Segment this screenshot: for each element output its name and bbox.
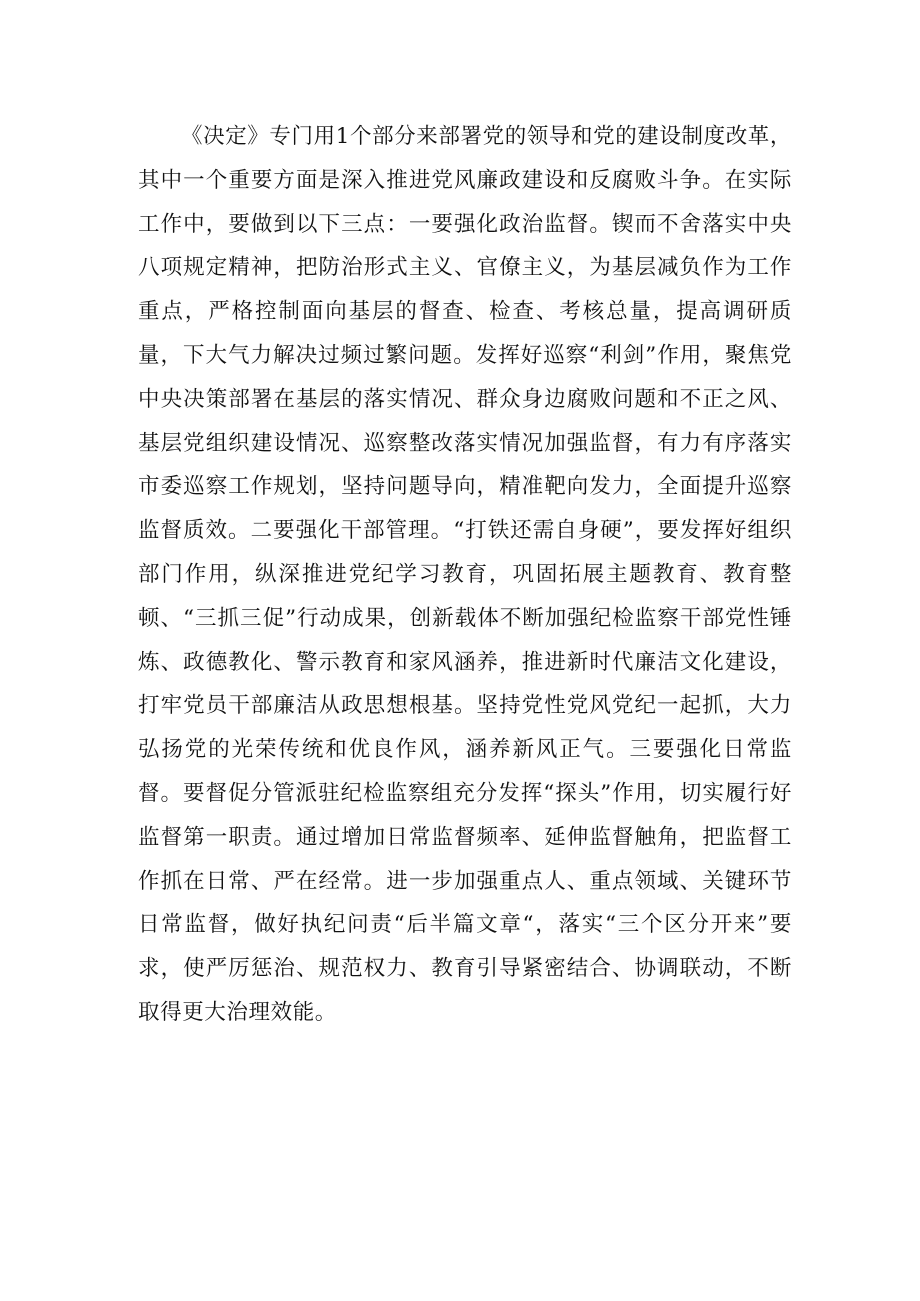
body-paragraph: 《决定》专门用1个部分来部署党的领导和党的建设制度改革，其中一个重要方面是深入推进党风廉政建设和反腐败斗争。在实际工作中，要做到以下三点：一要强化政治监督。锲而不舍落实中央八项规定精神，把防治形式主义、官僚主义，为基层减负作为工作重点，严格控制面向基层的督查、检查、考核总量，提高调研质量，下大气力解决过频过繁问题。发挥好巡察“利剑”作用，聚焦党中央决策部署在基层的落实情况、群众身边腐败问题和不正之风、基层党组织建设情况、巡察整改落实情况加强监督，有力有序落实市委巡察工作规划，坚持问题导向，精准靶向发力，全面提升巡察监督质效。二要强化干部管理。“打铁还需自身硬”，要发挥好组织部门作用，纵深推进党纪学习教育，巩固拓展主题教育、教育整顿、“三抓三促”行动成果，创新载体不断加强纪检监察干部党性锤炼、政德教化、警示教育和家风涵养，推进新时代廉洁文化建设，打牢党员干部廉洁从政思想根基。坚持党性党风党纪一起抓，大力弘扬党的光荣传统和优良作风，涵养新风正气。三要强化日常监督。要督促分管派驻纪检监察组充分发挥“探头”作用，切实履行好监督第一职责。通过增加日常监督频率、延伸监督触角，把监督工作抓在日常、严在经常。进一步加强重点人、重点领域、关键环节日常监督，做好执纪问责“后半篇文章“，落实“三个区分开来”要求，使严厉惩治、规范权力、教育引导紧密结合、协调联动，不断取得更大治理效能。 xyxy=(138,124,792,1025)
